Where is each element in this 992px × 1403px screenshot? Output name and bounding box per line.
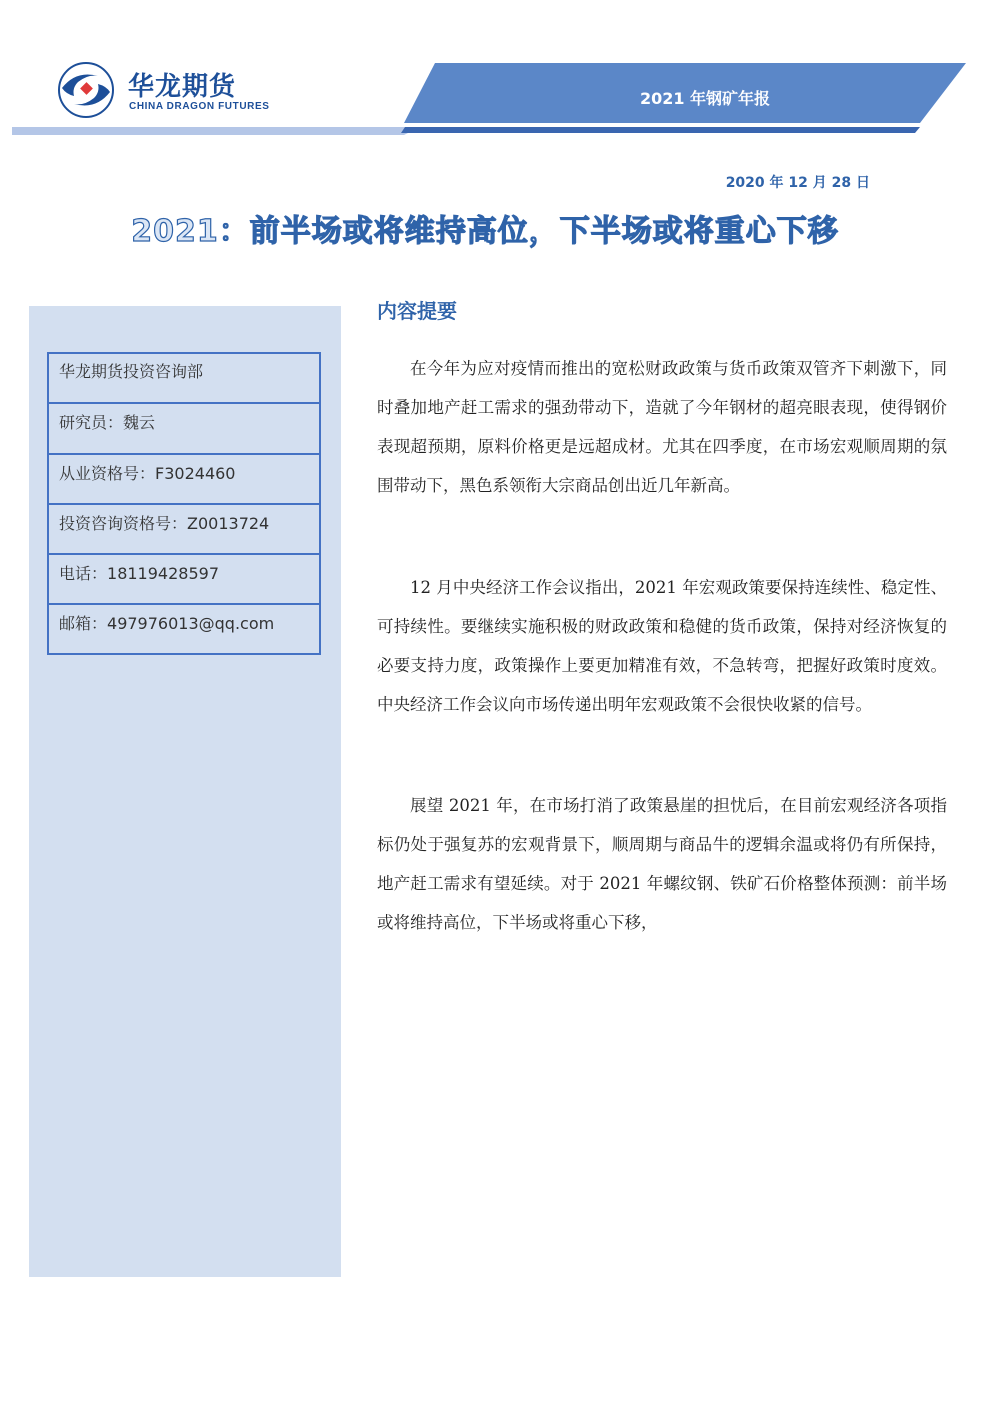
summary-paragraph-3: 展望 2021 年，在市场打消了政策悬崖的担忧后，在目前宏观经济各项指标仍处于强复苏的宏观背景下，顺周期与商品牛的逻辑余温或将仍有所保持，地产赶工需求有望延续。对于 2021 年螺纹钢、铁矿石价格整体预测：前半场或将维持高位，下半场或将重心下移， — [377, 796, 947, 932]
email-address: 497976013@qq.com — [107, 614, 275, 634]
license-label: 从业资格号： — [59, 463, 156, 483]
consult-license-row — [49, 505, 319, 555]
page-title: 2021：前半场或将维持高位，下半场或将重心下移 — [131, 214, 839, 249]
license-row — [49, 455, 319, 505]
email-label: 邮箱： — [59, 614, 108, 634]
researcher-label: 研究员： — [59, 413, 124, 433]
department-name: 华龙期货投资咨询部 — [59, 362, 204, 381]
summary-paragraph-2: 12 月中央经济工作会议指出，2021 年宏观政策要保持连续性、稳定性、可持续性。要继续实施积极的财政政策和稳健的货币政策，保持对经济恢复的必要支持力度，政策操作上要更加精准有效，不急转弯，把握好政策时度效。中央经济工作会议向市场传递出明年宏观政策不会很快收紧的信号。 — [377, 578, 947, 714]
company-logo-icon — [58, 62, 114, 118]
logo-english-name: CHINA DRAGON FUTURES — [129, 101, 270, 112]
summary-heading: 内容提要 — [377, 299, 457, 323]
email-row — [49, 605, 319, 655]
phone-label: 电话： — [59, 564, 108, 584]
report-name: 2021 年钢矿年报 — [639, 89, 771, 108]
summary-paragraph-1: 在今年为应对疫情而推出的宽松财政政策与货币政策双管齐下刺激下，同时叠加地产赶工需求的强劲带动下，造就了今年钢材的超亮眼表现，使得钢价表现超预期，原料价格更是远超成材。尤其在四季度，在市场宏观顺周期的氛围带动下，黑色系领衔大宗商品创出近几年新高。 — [377, 359, 947, 495]
logo-chinese-name: 华龙期货 — [128, 72, 237, 102]
report-date: 2020 年 12 月 28 日 — [725, 175, 870, 191]
consult-license-label: 投资咨询资格号： — [59, 513, 188, 533]
researcher-name: 魏云 — [123, 413, 156, 433]
phone-row — [49, 555, 319, 605]
consult-license-number: Z0013724 — [187, 513, 270, 533]
license-number: F3024460 — [155, 463, 236, 483]
department-row — [49, 354, 319, 404]
analyst-info-box — [47, 352, 321, 655]
researcher-row — [49, 404, 319, 454]
phone-number: 18119428597 — [107, 564, 219, 584]
